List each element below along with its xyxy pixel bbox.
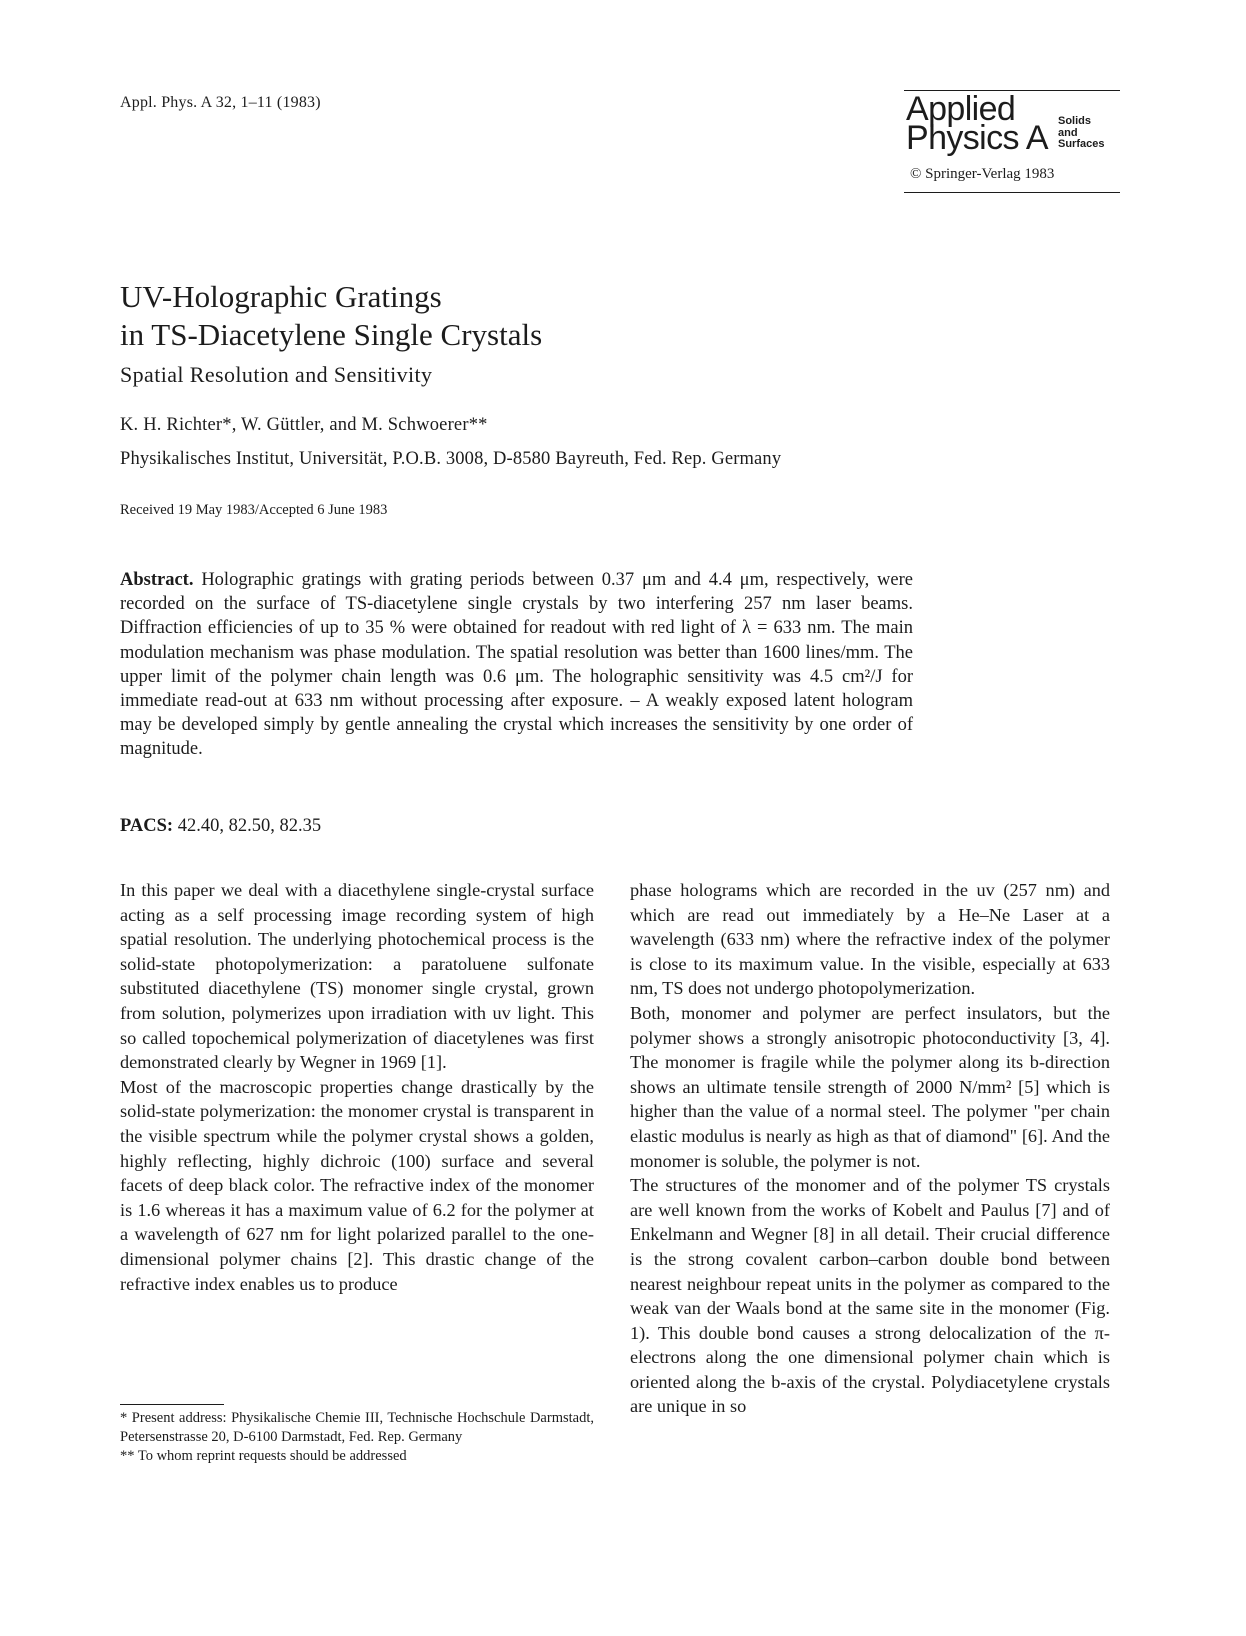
affiliation: Physikalisches Institut, Universität, P.O.B. 3008, D-8580 Bayreuth, Fed. Rep. Germany (120, 449, 782, 469)
footnote-reprint: ** To whom reprint requests should be addressed (120, 1448, 407, 1465)
footnote-rule (120, 1404, 224, 1405)
received-date: Received 19 May 1983/Accepted 6 June 1983 (120, 502, 388, 518)
pacs-codes: 42.40, 82.50, 82.35 (177, 816, 322, 836)
authors: K. H. Richter*, W. Güttler, and M. Schwoerer** (120, 415, 488, 435)
title-line1: UV-Holographic Gratings (120, 279, 442, 314)
abstract-label: Abstract. (120, 570, 194, 590)
bottom-rule (904, 192, 1120, 193)
journal-name-line1: Applied (906, 90, 1016, 128)
body-column-left (120, 878, 594, 1296)
footnotes (120, 1409, 594, 1467)
publisher: © Springer-Verlag 1983 (910, 166, 1055, 182)
citation: Appl. Phys. A 32, 1–11 (1983) (120, 94, 321, 111)
pacs (120, 816, 321, 837)
abstract (120, 568, 913, 762)
article-subtitle: Spatial Resolution and Sensitivity (120, 362, 433, 387)
section-line2: and (1058, 126, 1078, 139)
pacs-label: PACS: (120, 816, 174, 836)
journal-section (1058, 116, 1104, 151)
body-paragraph: In this paper we deal with a diacethylene single-crystal surface acting as a self processing image recording system of high spatial resolution. The underlying photochemical process is the solid-state photopolymerization: a paratoluene sulfonate substituted diacethylene (TS) monomer single crystal, grown from solution, polymerizes upon irradiation with uv light. This so called topochemical polymerization of diacetylenes was first demonstrated clearly by Wegner in 1969 [1]. (120, 880, 594, 1073)
abstract-text: Holographic gratings with grating periods between 0.37 μm and 4.4 μm, respectively, were recorded on the surface of TS-diacetylene single crystals by two interfering 257 nm laser beams. Diffraction efficiencies of up to 35 % were obtained for readout with red light of λ = 633 nm. The main modulation mechanism was phase modulation. The spatial resolution was better than 1600 lines/mm. The upper limit of the polymer chain length was 0.6 μm. The holographic sensitivity was 4.5 cm²/J for immediate read-out at 633 nm without processing after exposure. – A weakly exposed latent hologram may be developed simply by gentle annealing the crystal which increases the sensitivity by one order of magnitude. (120, 570, 914, 760)
body-paragraph: Most of the macroscopic properties change drastically by the solid-state polymerization: the monomer crystal is transparent in the visible spectrum while the polymer crystal shows a golden, highly reflecting, highly dichroic (100) surface and several facets of deep black color. The refractive index of the monomer is 1.6 whereas it has a maximum value of 6.2 for the polymer at a wavelength of 627 nm for light polarized parallel to the one-dimensional polymer chains [2]. This drastic change of the refractive index enables us to produce (120, 1076, 594, 1294)
body-paragraph: Both, monomer and polymer are perfect insulators, but the polymer shows a strongly anisotropic photoconductivity [3, 4]. The monomer is fragile while the polymer along its b-direction shows an ultimate tensile strength of 2000 N/mm² [5] which is higher than the value of a normal steel. The polymer "per chain elastic modulus is nearly as high as that of diamond" [6]. And the monomer is soluble, the polymer is not. (630, 1002, 1110, 1171)
journal-name-line2: Physics A (906, 119, 1048, 157)
section-line1: Solids (1058, 115, 1092, 127)
body-paragraph: The structures of the monomer and of the polymer TS crystals are well known from the works of Kobelt and Paulus [7] and of Enkelmann and Wegner [8] in all detail. Their crucial difference is the strong covalent carbon–carbon double bond between nearest neighbour repeat units in the polymer as compared to the weak van der Waals bond at the same site in the monomer (Fig. 1). This double bond causes a strong delocalization of the π-electrons along the one dimensional polymer chain which is oriented along the b-axis of the crystal. Polydiacetylene crystals are unique in so (630, 1175, 1110, 1417)
footnote-present-address: * Present address: Physikalische Chemie III, Technische Hochschule Darmstadt, Petersenstrasse 20, D-6100 Darmstadt, Fed. Rep. Germany (120, 1410, 594, 1446)
title-line2: in TS-Diacetylene Single Crystals (120, 317, 543, 352)
journal-name (906, 90, 1048, 157)
body-column-right (630, 878, 1110, 1419)
article-title (120, 278, 542, 354)
section-line3: Surfaces (1058, 138, 1105, 150)
body-paragraph: phase holograms which are recorded in the uv (257 nm) and which are read out immediately by a He–Ne Laser at a wavelength (633 nm) where the refractive index of the polymer is close to its maximum value. In the visible, especially at 633 nm, TS does not undergo photopolymerization. (630, 880, 1110, 999)
journal-logo-box (904, 90, 1120, 194)
